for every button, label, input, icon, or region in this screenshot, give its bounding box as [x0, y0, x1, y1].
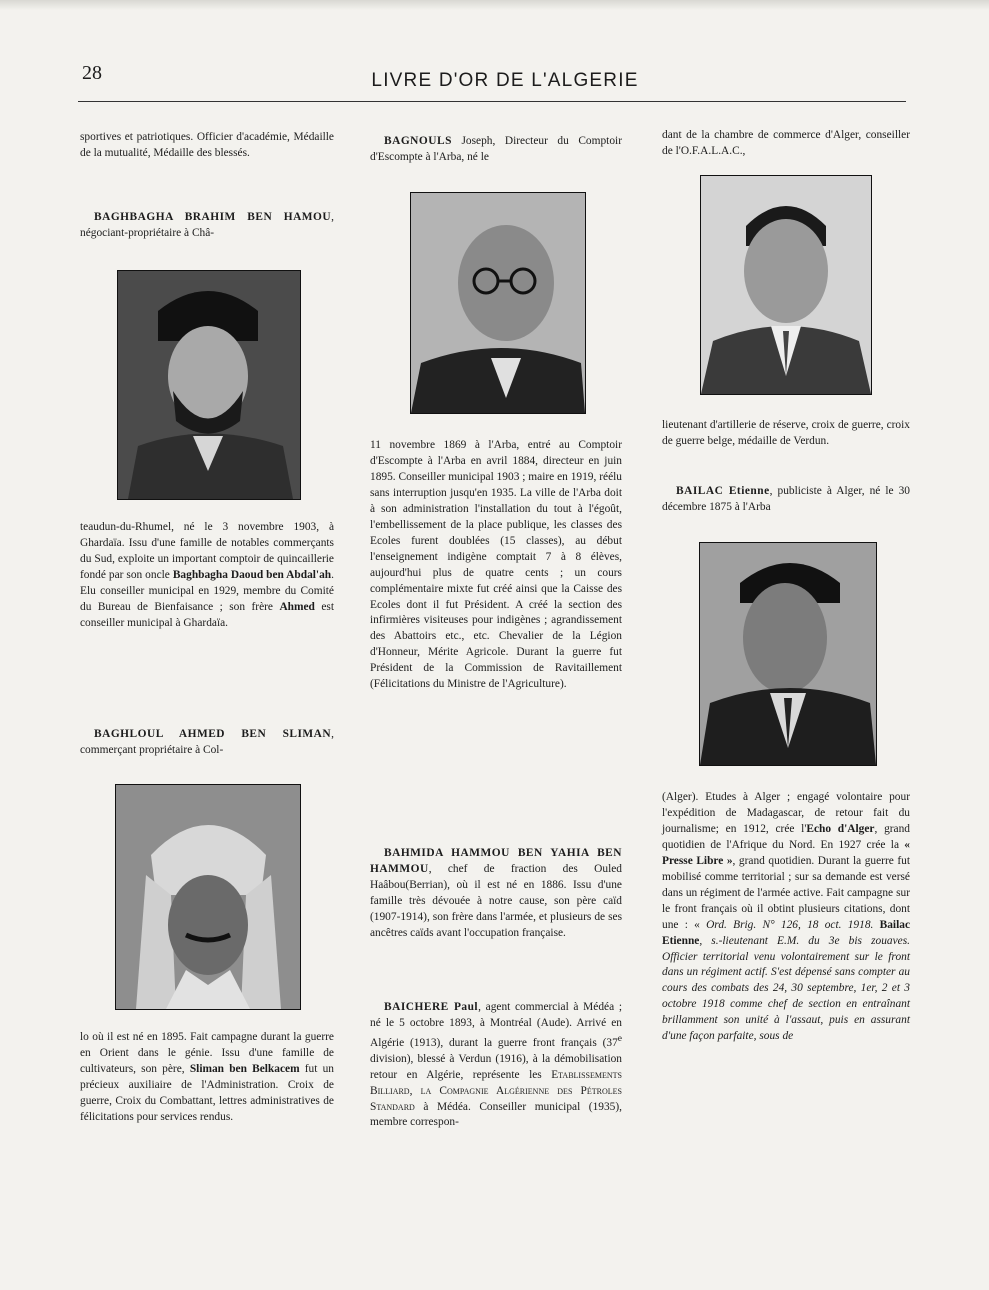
entry-baghloul-body: lo où il est né en 1895. Fait campagne durant la guerre en Orient dans le génie. Issu d'une famille de cultivateurs, son père, Sliman ben Belkacem fut un précieux auxiliaire de l'Administration. Croix de guerre, Croix du Combattant, lettres administratives de félicitations pour services rendus. — [80, 1031, 334, 1123]
bold-name: Sliman ben Belkacem — [189, 1062, 300, 1075]
entry-baichere: BAICHERE Paul, agent commercial à Médéa ; né le 5 octobre 1893, à Montréal (Aude). Arrivé en Algérie (1913), durant la guerre front français (37e division), blessé à Verdun (1916), à la démobilisation retour en Algérie, représente les Etablissements Billiard, la Compagnie Algérienne des Pétroles Standard à Médéa. Conseiller municipal (1935), membre correspon- — [370, 1001, 623, 1129]
entry-name: BAHMIDA HAMMOU BEN YAHIA BEN HAMMOU — [370, 847, 622, 875]
entry-bailac-heading — [662, 484, 910, 516]
col3-continued-text: dant de la chambre de commerce d'Alger, conseiller de l'O.F.A.L.A.C., — [662, 129, 910, 157]
bold-name: Bailac Etienne — [662, 918, 910, 947]
bold-name: Echo d'Alger — [806, 822, 875, 835]
bold-name: « Presse Libre » — [662, 838, 910, 867]
entry-bahmida: BAHMIDA HAMMOU BEN YAHIA BEN HAMMOU, chef de fraction des Ouled Haâbou(Berrian), où il est né en 1886. Issu d'une famille très dévouée à notre cause, son père caïd (1907-1914), son frère dans l'armée, et plusieurs de ses ancêtres caïds avant l'occupation française. — [370, 847, 622, 939]
page-number: 28 — [82, 62, 102, 84]
entry-name: BAICHERE Paul — [384, 1001, 479, 1013]
portrait-photo-baghloul — [115, 784, 301, 1010]
entry-intro: , publiciste à Alger, né le 30 décembre 1875 à l'Arba — [662, 485, 910, 513]
entry-intro: , négociant-propriétaire à Châ- — [80, 211, 334, 239]
col3-baichere-continued: lieutenant d'artillerie de réserve, croix de guerre, croix de guerre belge, médaille de Verdun. — [662, 419, 910, 447]
col1-intro — [80, 130, 334, 162]
entry-intro: Joseph, Directeur du Comptoir d'Escompte à l'Arba, né le — [370, 135, 622, 163]
entry-baghbagha-heading — [80, 210, 334, 242]
col1-continued-text: sportives et patriotiques. Officier d'académie, Médaille de la mutualité, Médaille des blessés. — [80, 131, 334, 159]
page-top-shadow — [0, 0, 989, 10]
header-rule — [78, 101, 906, 102]
portrait-photo-baichere — [700, 175, 872, 395]
entry-bagnouls-body: 11 novembre 1869 à l'Arba, entré au Comptoir d'Escompte à l'Arba en avril 1884, directeur en juin 1895. Conseiller municipal 1903 ; maire en 1919, réélu sans interruption jusqu'en 1935. La ville de l'Arba doit à son administration l'installation du tout à l'égoût, l'embellissement de la place publique, les classes des Ecoles furent doublées (15 classes), au début l'enseignement indigène comptait 7 à 8 élèves, aujourd'hui plus de quatre cents ; un cours complémentaire mixte fut créé ainsi que la Caisse des Ecoles dont il fut Président. A créé la section des infirmières visiteuses pour indigènes ; agrandissement des Abattoirs etc., etc. Chevalier de la Légion d'Honneur, Mérite Agricole. Durant la guerre fut Président de la Commission de Ravitaillement (Félicitations du Ministre de l'Agriculture). — [370, 439, 622, 691]
running-title: LIVRE D'OR DE L'ALGERIE — [371, 70, 639, 91]
company-name: Etablissements Billiard, la Compagnie Algérienne des Pétroles Standard — [370, 1068, 622, 1113]
portrait-photo-bailac — [699, 542, 877, 766]
entry-intro: , commerçant propriétaire à Col- — [80, 728, 334, 756]
bold-name: Ahmed — [279, 600, 315, 613]
entry-name: BAILAC Etienne — [676, 485, 770, 497]
entry-bailac-body: (Alger). Etudes à Alger ; engagé volontaire pour l'expédition de Madagascar, de retour fait du journalisme; en 1912, crée l'Echo d'Alger, grand quotidien de l'Afrique du Nord. En 1927 crée la « Presse Libre », grand quotidien. Durant la guerre fut mobilisé comme territorial ; sur sa demande est versé dans un régiment de l'armée active. Fait campagne sur le front français où il obtint plusieurs citations, dont une : « Ord. Brig. N° 126, 18 oct. 1918. Bailac Etienne, s.-lieutenant E.M. du 3e bis zouaves. Officier territorial venu volontairement sur le front dans un régiment actif. S'est dépensé sans compter au cours des combats des 24, 30 septembre, 1er, 2 et 3 octobre 1918 comme chef de section en entraînant brillamment son unité à l'assaut, puis en assurant d'une façon parfaite, sous de — [662, 791, 911, 1043]
portrait-photo-bagnouls — [410, 192, 586, 414]
entry-name: BAGNOULS — [384, 135, 452, 147]
entry-baghbagha-body: teaudun-du-Rhumel, né le 3 novembre 1903, à Ghardaïa. Issu d'une famille de notables commerçants du Sud, exploite un important comptoir de quincaillerie fondé par son oncle Baghbagha Daoud ben Abdal'ah. Elu conseiller municipal en 1929, membre du Comité du Bureau de Bienfaisance ; son frère Ahmed est conseiller municipal à Ghardaïa. — [80, 521, 334, 629]
bold-name: Baghbagha Daoud ben Abdal'ah — [172, 568, 332, 581]
entry-name: BAGHLOUL AHMED BEN SLIMAN — [94, 728, 332, 740]
portrait-photo-baghbagha — [117, 270, 301, 500]
entry-bagnouls-heading — [370, 134, 622, 166]
entry-baghloul-heading — [80, 727, 334, 759]
entry-name: BAGHBAGHA BRAHIM BEN HAMOU — [94, 211, 332, 223]
